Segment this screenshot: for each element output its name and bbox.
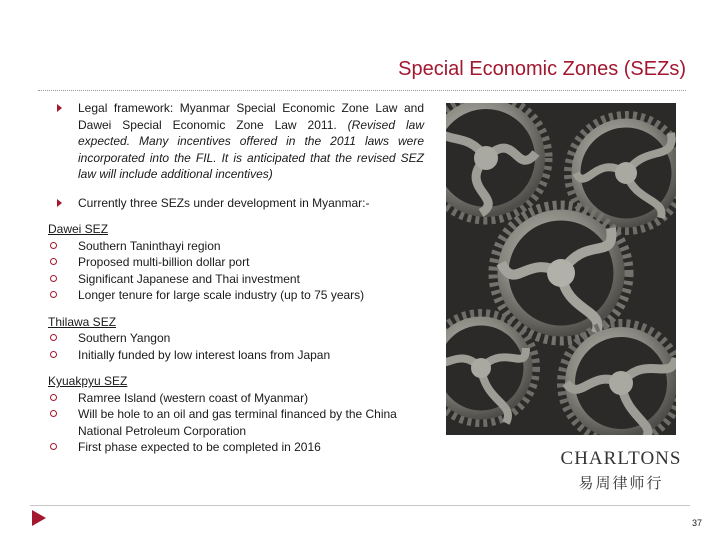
ring-bullet-icon: [50, 291, 57, 298]
next-arrow-icon[interactable]: [32, 510, 46, 526]
slide-content: [48, 100, 424, 456]
ring-bullet-icon: [50, 410, 57, 417]
triangle-bullet-icon: [57, 199, 62, 207]
ring-bullet-icon: [50, 443, 57, 450]
list-item: [48, 406, 424, 439]
list-item: [48, 390, 424, 407]
charltons-logo: [556, 448, 686, 496]
list-item: [48, 287, 424, 304]
slide-title: Special Economic Zones (SEZs): [398, 58, 686, 80]
list-item-text: Significant Japanese and Thai investment: [78, 271, 300, 286]
zone-title: Dawei SEZ: [48, 222, 109, 236]
zone-kyuakpyu: [48, 373, 424, 456]
gears-photo: [446, 103, 676, 435]
list-item-text: First phase expected to be completed in 2016: [78, 440, 321, 454]
list-item: [48, 254, 424, 271]
bullet-sezs-count: [48, 195, 424, 212]
list-item-text: Ramree Island (western coast of Myanmar): [78, 390, 309, 405]
logo-name: CHARLTONS: [560, 448, 682, 469]
zone-thilawa: [48, 314, 424, 364]
zone-dawei: [0, 221, 424, 304]
list-item: [48, 238, 424, 255]
list-item-text: Will be hole to an oil and gas terminal financed by the China National Petroleum Corporation: [78, 407, 397, 438]
zone-title: Thilawa SEZ: [48, 314, 117, 329]
list-item-text: Longer tenure for large scale industry (up to 75 years): [78, 288, 365, 302]
title-divider: [38, 90, 686, 91]
list-item: [48, 347, 424, 364]
zone-title: Kyuakpyu SEZ: [48, 374, 128, 388]
page-number: 37: [691, 518, 702, 528]
list-item-text: Proposed multi-billion dollar port: [78, 255, 250, 269]
logo-chinese-name: 易周律师行: [578, 474, 664, 492]
footer-divider: [30, 505, 690, 506]
bullet-text: Currently three SEZs under development in Myanmar:-: [78, 195, 370, 210]
list-item-text: Initially funded by low interest loans from Japan: [78, 347, 331, 362]
triangle-bullet-icon: [57, 104, 62, 112]
bullet-text: Legal framework: Myanmar Special Economic Zone Law and Dawei Special Economic Zone Law 2011.: [78, 101, 424, 132]
bullet-legal-framework: [48, 100, 424, 183]
list-item: [48, 330, 424, 347]
ring-bullet-icon: [50, 351, 57, 358]
ring-bullet-icon: [50, 334, 57, 341]
gears-illustration: [446, 103, 676, 435]
ring-bullet-icon: [50, 258, 57, 265]
bullet-note: (Revised law expected. Many incentives offered in the 2011 laws were incorporated into the FIL. It is anticipated that the revised SEZ law will include additional incentives): [78, 117, 424, 181]
list-item-text: Southern Taninthayi region: [78, 238, 221, 253]
ring-bullet-icon: [50, 394, 57, 401]
ring-bullet-icon: [50, 275, 57, 282]
list-item: [48, 439, 424, 456]
list-item: [48, 271, 424, 288]
list-item-text: Southern Yangon: [78, 331, 171, 345]
ring-bullet-icon: [50, 242, 57, 249]
